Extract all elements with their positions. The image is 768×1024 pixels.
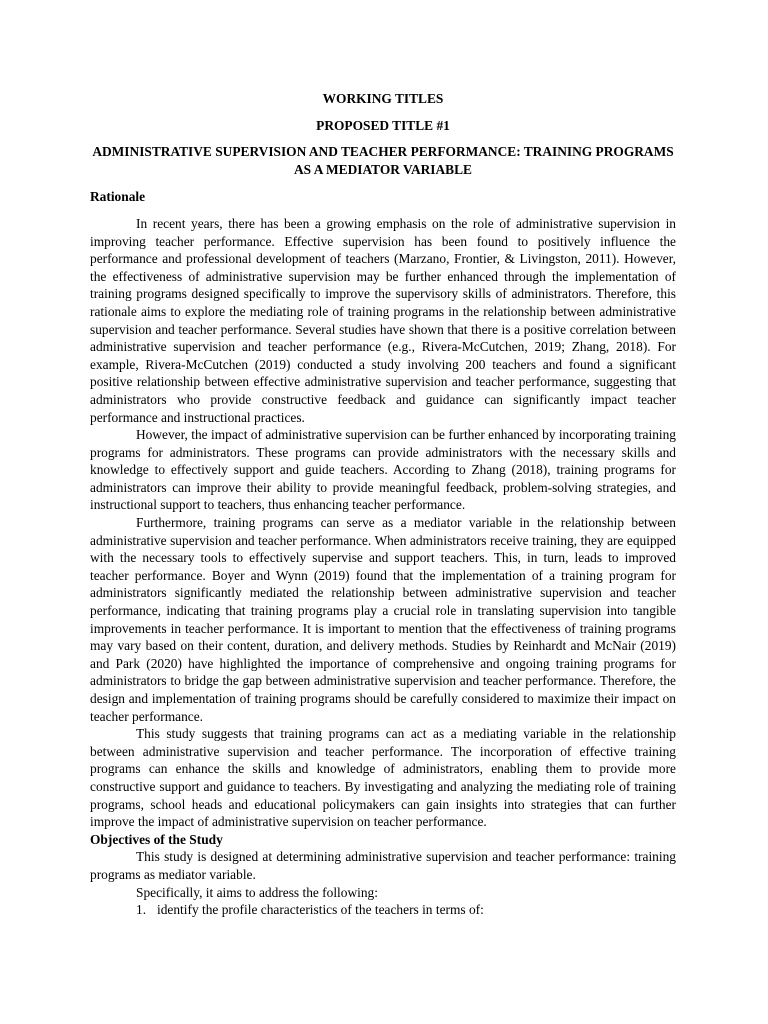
document-page (90, 90, 676, 919)
main-title: ADMINISTRATIVE SUPERVISION AND TEACHER PERFORMANCE: TRAINING PROGRAMS AS A MEDIATOR VARIABLE (92, 144, 674, 177)
list-item-number: 1. (136, 902, 147, 918)
rationale-paragraph-2: However, the impact of administrative supervision can be further enhanced by incorporating training programs for administrators. These programs can provide administrators with the necessary skills and knowledge to effectively support and guide teachers. According to Zhang (2018), training programs for administrators can improve their ability to provide meaningful feedback, problem-solving strategies, and instructional support to teachers, thus enhancing teacher performance. (90, 427, 676, 513)
proposed-title-heading: PROPOSED TITLE #1 (316, 117, 450, 133)
rationale-paragraph-4: This study suggests that training programs can act as a mediating variable in the relationship between administrative supervision and teacher performance. The incorporation of effective training programs can enhance the skills and knowledge of administrators, enabling them to provide more constructive support and guidance to teachers. By investigating and analyzing the mediating role of training programs, school heads and educational policymakers can gain insights into strategies that can further improve the impact of administrative supervision on teacher performance. (90, 726, 676, 830)
objectives-heading: Objectives of the Study (90, 831, 223, 847)
list-item-text: identify the profile characteristics of the teachers in terms of: (157, 902, 484, 918)
objectives-list-item (90, 901, 676, 919)
rationale-paragraph-3: Furthermore, training programs can serve as a mediator variable in the relationship between administrative supervision and teacher performance. When administrators receive training, they are equipped with the necessary tools to effectively supervise and support teachers. This, in turn, leads to improved teacher performance. Boyer and Wynn (2019) found that the implementation of a training program for administrators significantly mediated the relationship between administrative supervision and teacher performance, indicating that training programs play a crucial role in translating supervision into tangible improvements in teacher performance. It is important to mention that the effectiveness of training programs may vary based on their content, duration, and delivery methods. Studies by Reinhardt and McNair (2019) and Park (2020) have highlighted the importance of comprehensive and ongoing training programs for administrators to bridge the gap between administrative supervision and teacher performance. Therefore, the design and implementation of training programs should be carefully considered to maximize their impact on teacher performance. (90, 515, 676, 724)
objectives-intro: This study is designed at determining administrative supervision and teacher performance: training programs as mediator variable. (90, 849, 676, 882)
rationale-paragraph-1: In recent years, there has been a growing emphasis on the role of administrative supervision in improving teacher performance. Effective supervision has been found to positively influence the performance and professional development of teachers (Marzano, Frontier, & Livingston, 2011). However, the effectiveness of administrative supervision may be further enhanced through the implementation of training programs designed specifically to improve the supervisory skills of administrators. Therefore, this rationale aims to explore the mediating role of training programs in the relationship between administrative supervision and teacher performance. Several studies have shown that there is a positive correlation between administrative supervision and teacher performance (e.g., Rivera-McCutchen, 2019; Zhang, 2018). For example, Rivera-McCutchen (2019) conducted a study involving 200 teachers and found a significant positive relationship between effective administrative supervision and teacher performance, suggesting that administrators who provide constructive feedback and guidance can significantly impact teacher performance and instructional practices. (90, 215, 676, 425)
rationale-heading: Rationale (90, 189, 146, 205)
working-titles-heading: WORKING TITLES (322, 91, 444, 106)
objectives-specifically: Specifically, it aims to address the following: (136, 884, 378, 900)
